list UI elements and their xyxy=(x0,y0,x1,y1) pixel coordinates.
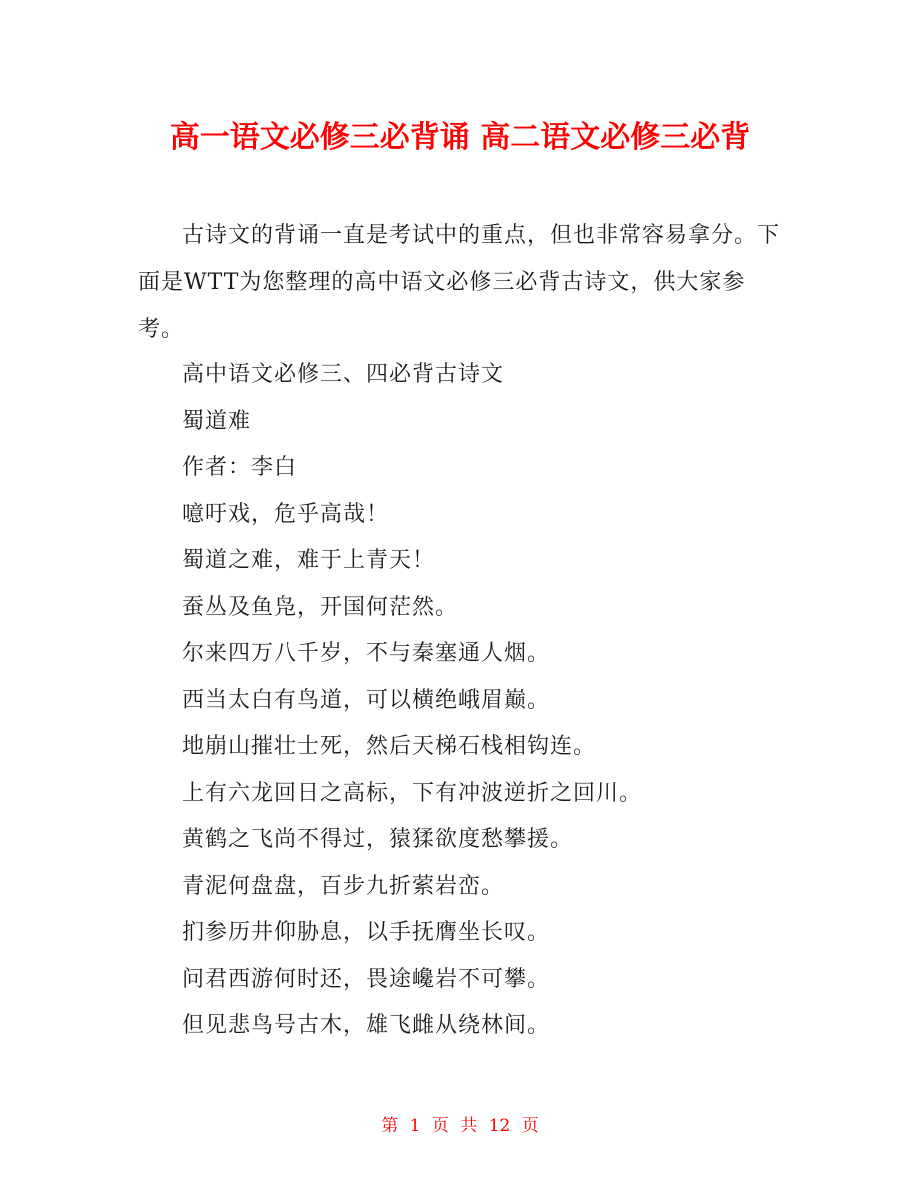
poem-line: 青泥何盘盘，百步九折萦岩峦。 xyxy=(182,873,505,899)
poem-lines xyxy=(182,352,802,1050)
poem-line: 地崩山摧壮士死，然后天梯石栈相钩连。 xyxy=(182,734,597,759)
poem-title: 蜀道难 xyxy=(182,408,252,434)
poem-line: 黄鹤之飞尚不得过，猿猱欲度愁攀援。 xyxy=(182,827,574,852)
poem-line: 西当太白有鸟道，可以横绝峨眉巅。 xyxy=(182,687,551,713)
poem-line: 问君西游何时还，畏途巉岩不可攀。 xyxy=(182,966,551,992)
poem-line: 但见悲鸟号古木，雄飞雌从绕林间。 xyxy=(182,1013,551,1038)
intro-paragraph: 古诗文的背诵一直是考试中的重点，但也非常容易拿分。下面是WTT为您整理的高中语文必修三必背古诗文，供大家参考。 xyxy=(138,223,781,342)
poem-line: 上有六龙回日之高标，下有冲波逆折之回川。 xyxy=(182,780,643,806)
poem-line: 噫吁戏，危乎高哉！ xyxy=(182,501,390,527)
poem-line: 扪参历井仰胁息，以手抚膺坐长叹。 xyxy=(182,920,551,945)
poem-line: 尔来四万八千岁，不与秦塞通人烟。 xyxy=(182,641,551,666)
poem-line: 蚕丛及鱼凫，开国何茫然。 xyxy=(182,594,459,620)
poem-line: 蜀道之难，难于上青天！ xyxy=(182,548,436,573)
poem-author: 作者：李白 xyxy=(182,455,298,480)
page-footer: 第 1 页 共 12 页 xyxy=(381,1116,539,1136)
document-title: 高一语文必修三必背诵 高二语文必修三必背 xyxy=(169,120,751,155)
section-heading: 高中语文必修三、四必背古诗文 xyxy=(182,362,505,387)
